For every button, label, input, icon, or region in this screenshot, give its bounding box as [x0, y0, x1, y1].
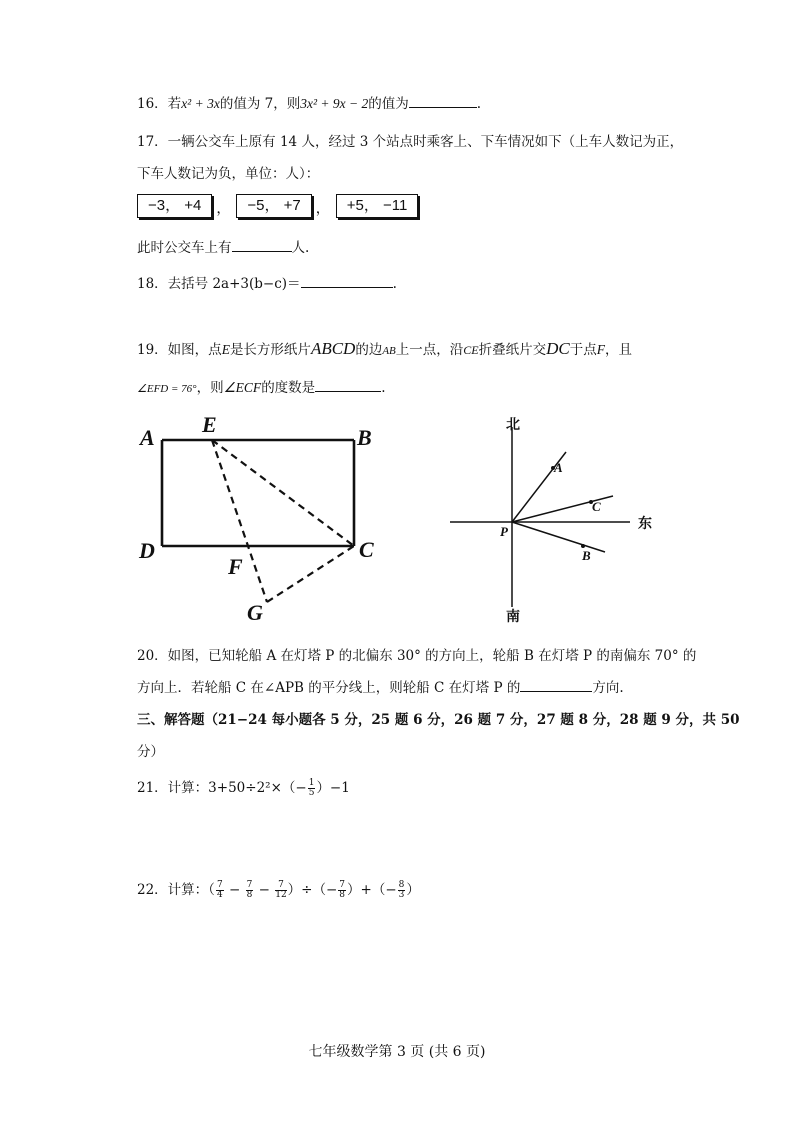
- label-c: C: [359, 537, 374, 562]
- question-20-line-2: 方向上．若轮船 C 在∠APB 的平分线上，则轮船 C 在灯塔 P 的 方向.: [137, 680, 624, 696]
- label-north: 北: [506, 418, 520, 433]
- question-17-line-1: 17．一辆公交车上原有 14 人，经过 3 个站点时乘客上、下车情况如下（上车人数记为正，: [137, 134, 684, 150]
- section-3-heading: 三、解答题（21−24 每小题各 5 分，25 题 6 分，26 题 7 分，27 题 8 分，28 题 9 分，共 50: [137, 712, 740, 728]
- label-south: 南: [506, 610, 520, 625]
- label-p: P: [500, 524, 508, 539]
- q16-expression-2: 3x² + 9x − 2: [300, 96, 369, 111]
- question-20-line-1: 20．如图，已知轮船 A 在灯塔 P 的北偏东 30° 的方向上，轮船 B 在灯塔 P 的南偏东 70° 的: [137, 648, 697, 664]
- compass-figure: [450, 415, 670, 625]
- fraction-8-3: $\frac{8}{3}$: [398, 880, 405, 900]
- fraction-one-fifth: $\frac{1}{5}$: [308, 778, 315, 798]
- label-g: G: [247, 600, 263, 625]
- label-compass-b: B: [582, 548, 591, 563]
- label-f: F: [228, 554, 243, 579]
- fraction-7-8: $\frac{7}{8}$: [246, 880, 253, 900]
- stop-1-box: −3， +4: [137, 194, 212, 218]
- page-footer: 七年级数学第 3 页 (共 6 页): [308, 1044, 486, 1060]
- q16-expression-1: x² + 3x: [181, 96, 220, 111]
- label-compass-c: C: [592, 499, 601, 514]
- fraction-7-4: $\frac{7}{4}$: [216, 880, 223, 900]
- answer-blank-16[interactable]: [409, 95, 477, 108]
- boarding-changes: −3， +4 ， −5， +7 ， +5， −11: [137, 194, 422, 218]
- question-19-line-1: 19．如图，点E是长方形纸片ABCD的边AB上一点，沿CE折叠纸片交DC于点F，且: [137, 339, 632, 358]
- answer-blank-18[interactable]: [301, 275, 393, 288]
- label-east: 东: [638, 517, 652, 532]
- question-17-answer: 此时公交车上有 人.: [137, 240, 310, 256]
- question-16: 16．若x² + 3x的值为 7，则3x² + 9x − 2的值为 .: [137, 96, 482, 112]
- fraction-7-12: $\frac{7}{12}$: [275, 880, 287, 900]
- fold-line-ec: [212, 440, 354, 546]
- answer-blank-19[interactable]: [315, 379, 381, 392]
- label-a: A: [140, 425, 155, 450]
- question-18: 18．去括号 2a+3(b−c)＝ .: [137, 276, 397, 292]
- label-compass-a: A: [554, 460, 563, 475]
- answer-blank-20[interactable]: [520, 679, 592, 692]
- ray-pb: [512, 522, 605, 552]
- stop-2-box: −5， +7: [236, 194, 311, 218]
- answer-blank-17[interactable]: [232, 239, 292, 252]
- folded-rectangle-figure: [135, 410, 375, 630]
- label-e: E: [202, 412, 217, 437]
- label-b: B: [357, 425, 372, 450]
- question-22: 22．计算：（ $\frac{7}{4}$ − $\frac{7}{8}$ − $\frac{7}{12}$ ）÷（− $\frac{7}{8}$ ）+（− $\frac{8}{3}$ ）: [137, 880, 420, 900]
- folded-edge-gc: [267, 546, 354, 602]
- question-17-line-2: 下车人数记为负，单位：人）：: [137, 166, 320, 182]
- fraction-7-8-divisor: $\frac{7}{8}$: [339, 880, 346, 900]
- label-d: D: [139, 538, 155, 563]
- question-21: 21．计算：3+50÷2²×（− $\frac{1}{5}$ ）−1: [137, 778, 350, 798]
- section-3-heading-cont: 分）: [137, 744, 164, 760]
- stop-3-box: +5， −11: [336, 194, 419, 218]
- question-19-line-2: ∠EFD = 76°，则∠ECF的度数是 .: [137, 380, 386, 396]
